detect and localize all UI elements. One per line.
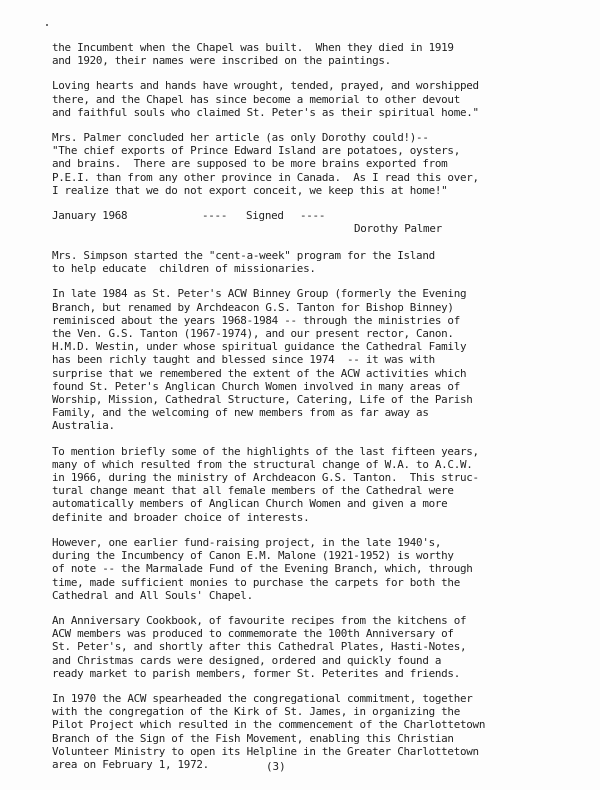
paragraph-binney-group: In late 1984 as St. Peter's ACW Binney Group (formerly the Evening Branch, but renamed by Archdeacon G.S. Tanton for Bishop Binney) reminisced about the years 1968-1984 -- through the ministries of the Ven. G.S. Tanton (1967-1974), and our present rector, Canon. H.M.D. Westin, under whose spiritual guidance the Cathedral Family has been richly taught and blessed since 1974 -- it was with surprise that we remembered the extent of the ACW activities which found St. Peter's Anglican Church Women involved in many areas of Worship, Mission, Cathedral Structure, Catering, Life of the Parish Family, and the welcoming of new members from as far away as Australia. bbox=[52, 287, 473, 433]
document-page bbox=[52, 41, 587, 783]
paragraph-marmalade-fund: However, one earlier fund-raising project, in the late 1940's, during the Incumbency of Canon E.M. Malone (1921-1952) is worthy of note -- the Marmalade Fund of the Evening Branch, which, through time, made sufficient monies to purchase the carpets for both the Cathedral and All Souls' Chapel. bbox=[52, 535, 473, 602]
paragraph-cookbook: An Anniversary Cookbook, of favourite recipes from the kitchens of ACW members was produced to commemorate the 100th Anniversary of St. Peter's, and shortly after this Cathedral Plates, Hasti-Notes, and Christmas cards were designed, ordered and quickly found a ready market to parish members, former St. Peterites and friends. bbox=[52, 613, 467, 680]
paragraph-chapel-names: the Incumbent when the Chapel was built. When they died in 1919 and 1920, their names were inscribed on the paintings. bbox=[52, 41, 454, 68]
signature-signed-label: Signed bbox=[246, 209, 284, 223]
scan-speck bbox=[46, 24, 48, 26]
signature-dash: ---- bbox=[300, 209, 326, 223]
paragraph-loving-hearts: Loving hearts and hands have wrought, tended, prayed, and worshipped there, and the Chapel has since become a memorial to other devout and faithful souls who claimed St. Peter's as their spiritual home." bbox=[52, 79, 479, 119]
page-number: (3) bbox=[266, 760, 286, 773]
paragraph-pilot-project: In 1970 the ACW spearheaded the congregational commitment, together with the congregation of the Kirk of St. James, in organizing the Pilot Project which resulted in the commencement of the Charlottetown Branch of the Sign of the Fish Movement, enabling this Christian Volunteer Ministry to open its Helpline in the Greater Charlottetown area on February 1, 1972. bbox=[52, 691, 486, 771]
signature-dash: ---- bbox=[202, 209, 228, 223]
paragraph-highlights: To mention briefly some of the highlights of the last fifteen years, many of which resulted from the structural change of W.A. to A.C.W. in 1966, during the ministry of Archdeacon G.S. Tanton. This struc- tural change meant that all female members of the Cathedral were automatically members of Anglican Church Women and given a more definite and broader choice of interests. bbox=[52, 444, 479, 524]
signature-name: Dorothy Palmer bbox=[354, 222, 442, 236]
signature-date: January 1968 bbox=[52, 209, 128, 223]
signature-line bbox=[52, 209, 587, 239]
paragraph-cent-a-week: Mrs. Simpson started the "cent-a-week" program for the Island to help educate children of missionaries. bbox=[52, 249, 435, 276]
paragraph-palmer-quote: Mrs. Palmer concluded her article (as only Dorothy could!)-- "The chief exports of Prince Edward Island are potatoes, oysters, and brains. There are supposed to be more brains exported from P.E.I. than from any other province in Canada. As I read this over, I realize that we do not export conceit, we keep this at home!" bbox=[52, 131, 479, 197]
